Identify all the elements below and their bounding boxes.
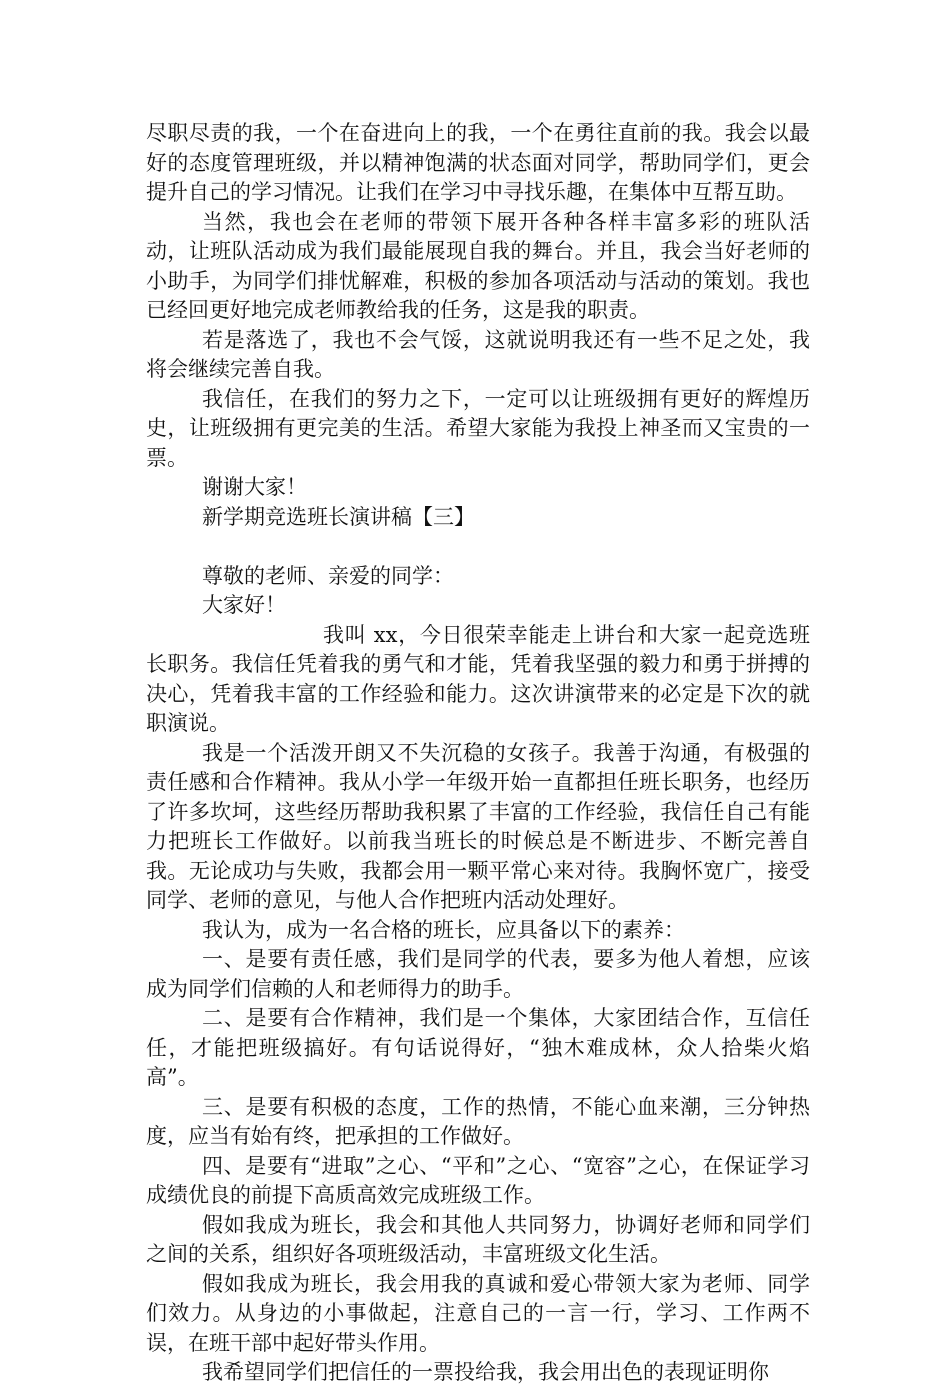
greeting: 大家好！ [202,593,286,617]
paragraph-quality-three: 三、是要有积极的态度，工作的热情，不能心血来潮，三分钟热度，应当有始有终，把承担的工作做好。 [146,1094,810,1148]
paragraph-quality-one: 一、是要有责任感，我们是同学的代表，要多为他人着想，应该成为同学们信赖的人和老师得力的助手。 [146,947,810,1001]
paragraph-continuation: 尽职尽责的我，一个在奋进向上的我，一个在勇往直前的我。我会以最好的态度管理班级，并以精神饱满的状态面对同学，帮助同学们，更会提升自己的学习情况。让我们在学习中寻找乐趣，在集体中互帮互助。 [146,121,810,204]
document-body [146,119,810,1388]
blank-line [146,532,810,562]
section-title: 新学期竞选班长演讲稿【三】 [202,504,475,529]
paragraph-qualities-intro: 我认为，成为一名合格的班长，应具备以下的素养： [202,917,685,942]
paragraph-class-activities: 当然，我也会在老师的带领下展开各种各样丰富多彩的班队活动，让班队活动成为我们最能展现自我的舞台。并且，我会当好老师的小助手，为同学们排忧解难，积极的参加各项活动与活动的策划。我也已经回更好地完成老师教给我的任务，这是我的职责。 [146,209,810,322]
paragraph-thanks: 谢谢大家！ [202,475,307,499]
paragraph-self-description: 我是一个活泼开朗又不失沉稳的女孩子。我善于沟通，有极强的责任感和合作精神。我从小学一年级开始一直都担任班长职务，也经历了许多坎坷，这些经历帮助我积累了丰富的工作经验，我信任自己有能力把班长工作做好。以前我当班长的时候总是不断进步、不断完善自我。无论成功与失败，我都会用一颗平常心来对待。我胸怀宽广，接受同学、老师的意见，与他人合作把班内活动处理好。 [146,740,810,912]
paragraph-if-monitor-two: 假如我成为班长，我会用我的真诚和爱心带领大家为老师、同学们效力。从身边的小事做起，注意自己的一言一行，学习、工作两不误，在班干部中起好带头作用。 [146,1271,810,1355]
paragraph-quality-two: 二、是要有合作精神，我们是一个集体，大家团结合作，互信任任，才能把班级搞好。有句话说得好，“独木难成林，众人拾柴火焰高”。 [146,1006,810,1089]
salutation: 尊敬的老师、亲爱的同学： [202,563,454,588]
paragraph-belief: 我信任，在我们的努力之下，一定可以让班级拥有更好的辉煌历史，让班级拥有更完美的生活。希望大家能为我投上神圣而又宝贵的一票。 [146,386,810,470]
paragraph-closing: 我希望同学们把信任的一票投给我，我会用出色的表现证明你 [202,1360,769,1384]
paragraph-introduction: 我叫 xx，今日很荣幸能走上讲台和大家一起竞选班长职务。我信任凭着我的勇气和才能，凭着我坚强的毅力和勇于拼搏的决心，凭着我丰富的工作经验和能力。这次讲演带来的必定是下次的就职演说。 [146,622,810,735]
paragraph-quality-four: 四、是要有“进取”之心、“平和”之心、“宽容”之心，在保证学习成绩优良的前提下高质高效完成班级工作。 [146,1153,810,1207]
paragraph-if-monitor-one: 假如我成为班长，我会和其他人共同努力，协调好老师和同学们之间的关系，组织好各项班级活动，丰富班级文化生活。 [146,1212,810,1266]
paragraph-if-not-elected: 若是落选了，我也不会气馁，这就说明我还有一些不足之处，我将会继续完善自我。 [146,327,810,381]
